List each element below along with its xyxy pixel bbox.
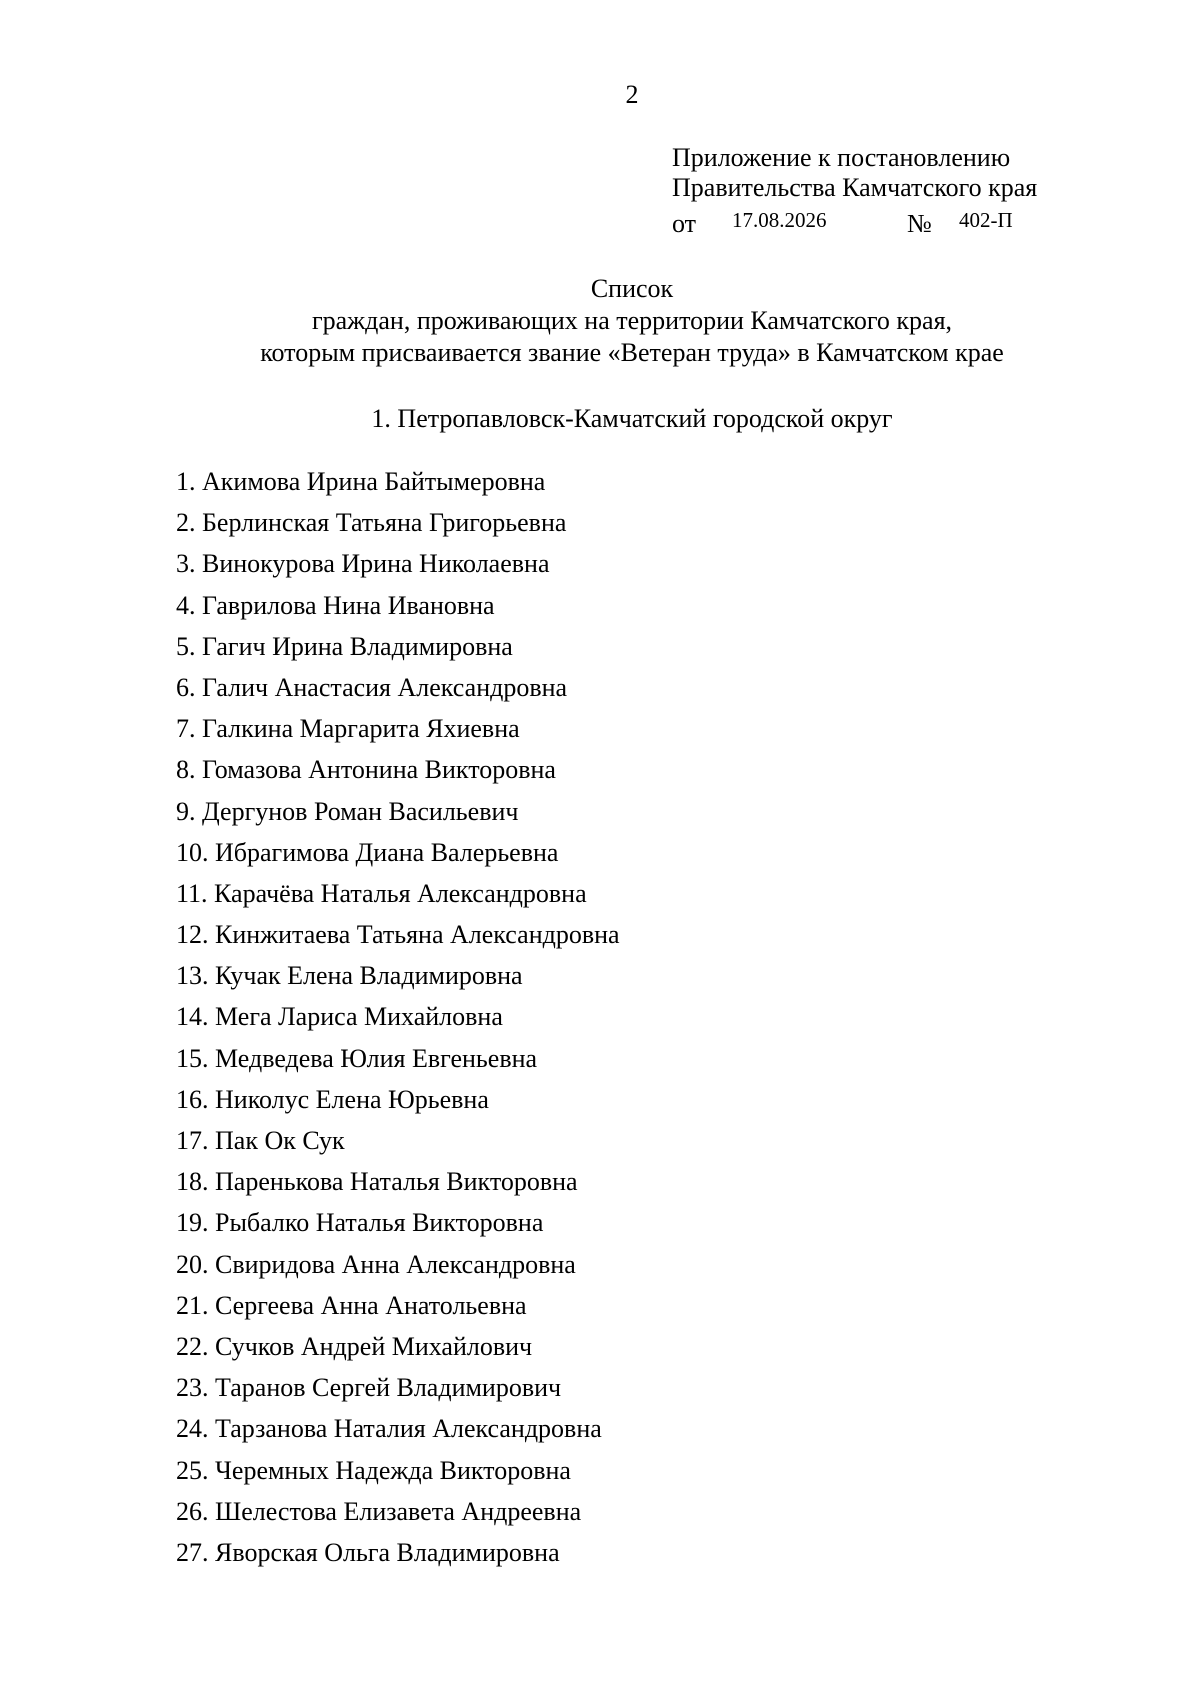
list-item: [176, 466, 620, 507]
list-item-number: 20.: [176, 1249, 209, 1279]
list-item: [176, 1372, 620, 1413]
appendix-date-line: [672, 203, 1037, 238]
list-item-name: Дергунов Роман Васильевич: [202, 796, 519, 826]
list-item-name: Ибрагимова Диана Валерьевна: [215, 837, 559, 867]
list-item-number: 21.: [176, 1290, 209, 1320]
list-item-name: Тарзанова Наталия Александровна: [215, 1414, 602, 1444]
list-item: [176, 837, 620, 878]
list-item-name: Мега Лариса Михайловна: [215, 1002, 503, 1032]
title-line-2: граждан, проживающих на территории Камчатского края,: [311, 306, 953, 335]
list-item-name: Пак Ок Сук: [215, 1126, 345, 1155]
list-item: [176, 1496, 620, 1537]
person-list: [176, 466, 620, 1578]
list-item: [176, 507, 620, 548]
list-item-number: 14.: [176, 1002, 209, 1032]
section-title: 1. Петропавловск-Камчатский городской округ: [371, 404, 893, 433]
list-item-name: Гагич Ирина Владимировна: [202, 631, 513, 661]
number-sign: №: [907, 209, 932, 238]
list-item: [176, 1084, 620, 1125]
list-item-name: Берлинская Татьяна Григорьевна: [202, 508, 567, 538]
list-item: [176, 960, 620, 1001]
list-item-name: Шелестова Елизавета Андреевна: [215, 1496, 582, 1526]
list-item-name: Гомазова Антонина Викторовна: [202, 755, 556, 785]
list-item-number: 24.: [176, 1414, 209, 1444]
list-item-name: Акимова Ирина Байтымеровна: [202, 467, 546, 496]
document-title: [0, 273, 1200, 369]
resolution-number: 402-П: [959, 208, 1013, 232]
list-item-name: Черемных Надежда Викторовна: [215, 1455, 571, 1485]
appendix-header: [672, 143, 1038, 238]
list-item-name: Сергеева Анна Анатольевна: [215, 1290, 527, 1320]
list-item-name: Сучков Андрей Михайлович: [215, 1331, 533, 1361]
list-item-number: 13.: [176, 961, 209, 991]
list-item-number: 8.: [176, 755, 196, 785]
list-item-number: 26.: [176, 1496, 209, 1526]
title-line-3: которым присваивается звание «Ветеран труда» в Камчатском крае: [260, 338, 1004, 367]
list-item-number: 12.: [176, 920, 209, 950]
list-item-name: Свиридова Анна Александровна: [215, 1249, 576, 1279]
list-item: [176, 548, 620, 589]
list-item-name: Яворская Ольга Владимировна: [215, 1537, 560, 1567]
list-item: [176, 631, 620, 672]
list-item: [176, 1249, 620, 1290]
list-item-number: 9.: [176, 796, 196, 826]
list-item: [176, 1537, 620, 1578]
ot-label: от: [672, 209, 697, 238]
list-item-number: 15.: [176, 1043, 209, 1073]
list-item-number: 10.: [176, 837, 209, 867]
list-item-name: Карачёва Наталья Александровна: [214, 878, 587, 908]
appendix-line-1: Приложение к постановлению: [672, 143, 1011, 172]
list-item-number: 3.: [176, 549, 196, 579]
list-item: [176, 878, 620, 919]
list-item: [176, 713, 620, 754]
list-item: [176, 919, 620, 960]
resolution-date: 17.08.2026: [732, 208, 827, 232]
list-item-name: Медведева Юлия Евгеньевна: [215, 1043, 538, 1073]
list-item-name: Галич Анастасия Александровна: [202, 672, 568, 702]
list-item-name: Таранов Сергей Владимирович: [215, 1373, 562, 1403]
list-item: [176, 1125, 620, 1166]
list-item: [176, 590, 620, 631]
list-item: [176, 1331, 620, 1372]
list-item: [176, 1043, 620, 1084]
list-item: [176, 672, 620, 713]
list-item-number: 19.: [176, 1208, 209, 1238]
list-item-name: Кинжитаева Татьяна Александровна: [215, 920, 620, 950]
list-item-number: 18.: [176, 1167, 209, 1197]
list-item-number: 25.: [176, 1455, 209, 1485]
list-item-number: 1.: [176, 467, 196, 496]
list-item: [176, 1455, 620, 1496]
list-item-number: 7.: [176, 714, 196, 744]
title-line-1: Список: [590, 274, 674, 303]
list-item-number: 5.: [176, 631, 196, 661]
list-item-name: Галкина Маргарита Яхиевна: [202, 714, 520, 744]
list-item-number: 11.: [176, 878, 208, 908]
list-item: [176, 1001, 620, 1042]
list-item: [176, 1413, 620, 1454]
list-item-number: 22.: [176, 1331, 209, 1361]
list-item-number: 23.: [176, 1373, 209, 1403]
list-item-number: 2.: [176, 508, 196, 538]
list-item-name: Кучак Елена Владимировна: [215, 961, 523, 991]
list-item-number: 27.: [176, 1537, 209, 1567]
list-item: [176, 1207, 620, 1248]
list-item: [176, 1166, 620, 1207]
list-item-name: Николус Елена Юрьевна: [215, 1084, 489, 1114]
list-item: [176, 796, 620, 837]
appendix-line-2: Правительства Камчатского края: [672, 173, 1038, 202]
list-item: [176, 1290, 620, 1331]
list-item: [176, 754, 620, 795]
list-item-number: 4.: [176, 590, 196, 620]
list-item-name: Гаврилова Нина Ивановна: [202, 590, 495, 620]
page-number: 2: [625, 80, 639, 109]
list-item-number: 17.: [176, 1126, 209, 1155]
list-item-name: Паренькова Наталья Викторовна: [215, 1167, 578, 1197]
list-item-name: Рыбалко Наталья Викторовна: [215, 1208, 544, 1238]
list-item-number: 16.: [176, 1084, 209, 1114]
list-item-name: Винокурова Ирина Николаевна: [202, 549, 550, 579]
list-item-number: 6.: [176, 672, 196, 702]
